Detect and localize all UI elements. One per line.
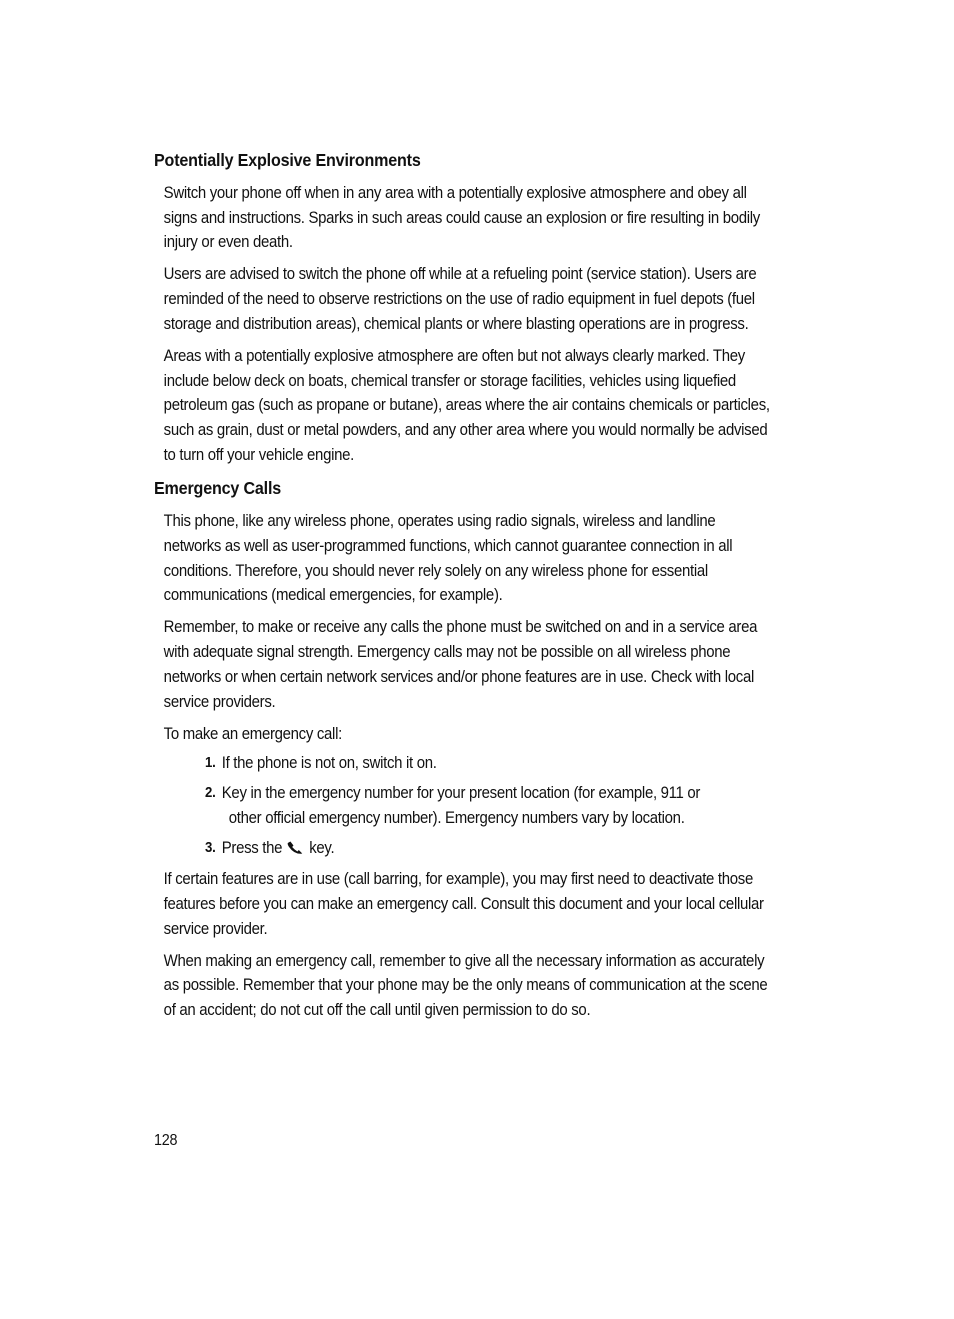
step-number: 1.: [205, 754, 216, 772]
list-item: [154, 751, 767, 776]
send-key-icon: [286, 837, 305, 851]
step-number: 3.: [205, 838, 216, 856]
list-intro: To make an emergency call:: [163, 723, 342, 743]
list-item: [154, 781, 767, 830]
paragraph: Users are advised to switch the phone off while at a refueling point (service station). Users are reminded of the need to observe restrictions on the use of radio equipment in fuel depots (fuel storage and distribution areas), chemical plants or where blasting operations are in progress.: [163, 264, 757, 333]
paragraph: This phone, like any wireless phone, operates using radio signals, wireless and landline networks as well as user-programmed functions, which cannot guarantee connection in all conditions. Therefore, you should never rely solely on any wireless phone for essential communications (medical emergencies, for example).: [163, 511, 733, 605]
paragraph: Remember, to make or receive any calls the phone must be switched on and in a service area with adequate signal strength. Emergency calls may not be possible on all wireless phone networks or when certain network services and/or phone features are in use. Check with local service providers.: [163, 617, 758, 711]
paragraph: Switch your phone off when in any area with a potentially explosive atmosphere and obey all signs and instructions. Sparks in such areas could cause an explosion or fire resulting in bodily injury or even death.: [163, 183, 760, 252]
page-number: 128: [154, 1132, 178, 1149]
section-heading-emergency: Emergency Calls: [154, 478, 282, 499]
step-text: Press the: [221, 837, 283, 857]
list-item: [154, 836, 767, 861]
section-heading-explosive: Potentially Explosive Environments: [154, 150, 421, 170]
step-number: 2.: [205, 784, 216, 802]
paragraph: Areas with a potentially explosive atmosphere are often but not always clearly marked. They include below deck on boats, chemical transfer or storage facilities, vehicles using liquefied petroleum gas (such as propane or butane), areas where the air contains chemicals or particles, such as grain, dust or metal powders, and any other area where you would normally be advised to turn off your vehicle engine.: [163, 345, 770, 464]
step-text: If the phone is not on, switch it on.: [221, 753, 437, 773]
paragraph: If certain features are in use (call barring, for example), you may first need to deactivate those features before you can make an emergency call. Consult this document and your local cellular service provider.: [163, 869, 764, 938]
step-text-continued: other official emergency number). Emergency numbers vary by location.: [228, 807, 685, 827]
steps-list: [154, 751, 774, 860]
page-content: [154, 148, 774, 1023]
step-text: key.: [309, 837, 335, 857]
step-text: Key in the emergency number for your present location (for example, 911 or: [221, 783, 701, 803]
paragraph: When making an emergency call, remember to give all the necessary information as accurately as possible. Remember that your phone may be the only means of communication at the scene of an accident; do not cut off the call until given permission to do so.: [163, 950, 768, 1019]
